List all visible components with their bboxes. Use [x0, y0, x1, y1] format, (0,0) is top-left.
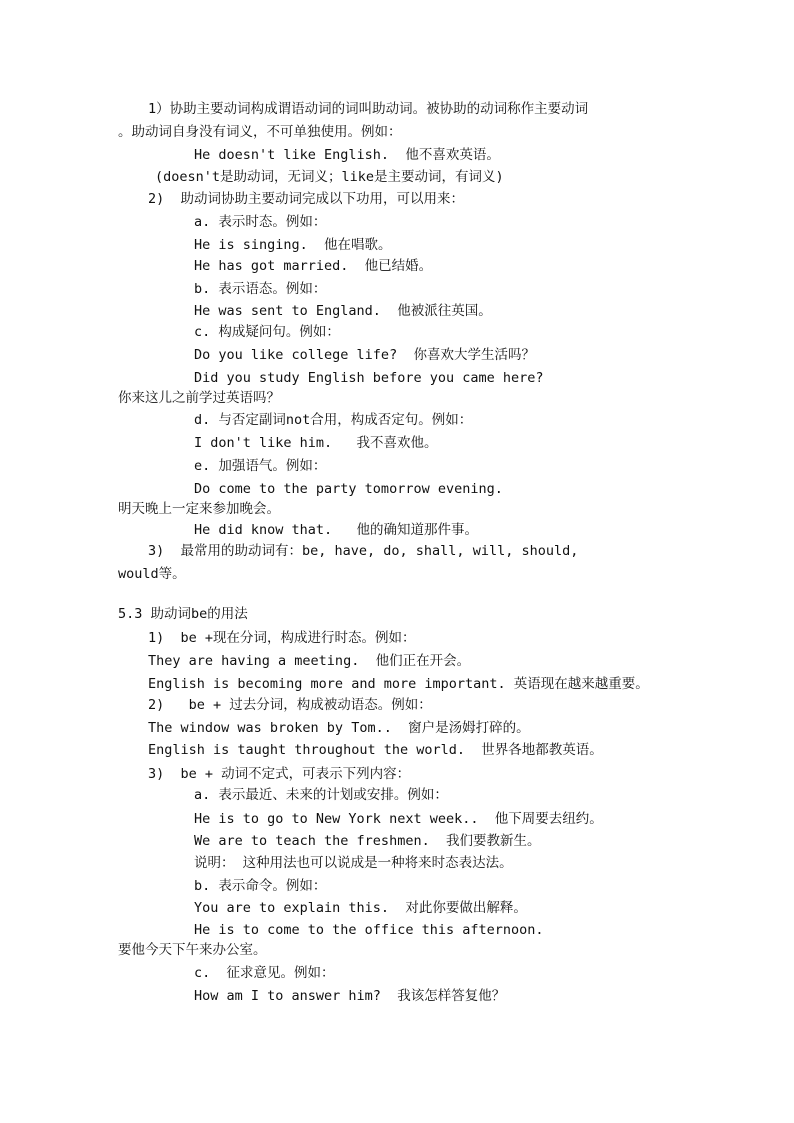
text-line: He is to go to New York next week.. 他下周要去纽约。	[194, 811, 603, 827]
text-line: b. 表示命令。例如：	[194, 878, 327, 894]
text-line: 你来这儿之前学过英语吗？	[118, 390, 280, 406]
text-line: 要他今天下午来办公室。	[118, 942, 267, 958]
text-line: a. 表示最近、未来的计划或安排。例如：	[194, 787, 448, 803]
text-line: c. 构成疑问句。例如：	[194, 324, 340, 340]
text-line: a. 表示时态。例如：	[194, 214, 327, 230]
text-line: He is to come to the office this afternoon.	[194, 922, 544, 938]
text-line: English is taught throughout the world. 世界各地都教英语。	[148, 742, 603, 758]
text-line: You are to explain this. 对此你要做出解释。	[194, 900, 527, 916]
text-line: d. 与否定副词not合用，构成否定句。例如：	[194, 412, 473, 428]
text-line: (doesn't是助动词，无词义；like是主要动词，有词义)	[155, 169, 504, 185]
text-line: e. 加强语气。例如：	[194, 458, 327, 474]
text-line: Do come to the party tomorrow evening.	[194, 481, 503, 497]
text-line: How am I to answer him? 我该怎样答复他？	[194, 988, 506, 1004]
text-line: 2) be + 过去分词，构成被动语态。例如：	[148, 697, 432, 713]
text-line: They are having a meeting. 他们正在开会。	[148, 653, 471, 669]
text-line: 说明： 这种用法也可以说成是一种将来时态表达法。	[194, 855, 513, 871]
text-line: c. 征求意见。例如：	[194, 965, 335, 981]
text-line: He is singing. 他在唱歌。	[194, 237, 392, 253]
text-line: Did you study English before you came here?	[194, 370, 544, 386]
text-line: Do you like college life? 你喜欢大学生活吗？	[194, 347, 535, 363]
text-line: He did know that. 他的确知道那件事。	[194, 522, 479, 538]
text-line: He has got married. 他已结婚。	[194, 258, 433, 274]
text-line: 明天晚上一定来参加晚会。	[118, 501, 280, 517]
section-heading: 5.3 助动词be的用法	[118, 606, 248, 622]
text-line: 3) 最常用的助动词有：be, have, do, shall, will, should,	[148, 543, 579, 559]
text-line: 3) be + 动词不定式，可表示下列内容：	[148, 766, 411, 782]
text-line: 。助动词自身没有词义，不可单独使用。例如：	[118, 124, 402, 140]
text-line: 1) be +现在分词，构成进行时态。例如：	[148, 630, 416, 646]
text-line: 2) 助动词协助主要动词完成以下功用，可以用来：	[148, 191, 465, 207]
text-line: would等。	[118, 566, 186, 582]
text-line: English is becoming more and more important. 英语现在越来越重要。	[148, 676, 649, 692]
text-line: I don't like him. 我不喜欢他。	[194, 435, 438, 451]
text-line: b. 表示语态。例如：	[194, 281, 327, 297]
text-line: The window was broken by Tom.. 窗户是汤姆打碎的。	[148, 720, 530, 736]
text-line: 1）协助主要动词构成谓语动词的词叫助动词。被协助的动词称作主要动词	[148, 101, 589, 117]
text-line: He doesn't like English. 他不喜欢英语。	[194, 147, 500, 163]
text-line: He was sent to England. 他被派往英国。	[194, 303, 492, 319]
text-line: We are to teach the freshmen. 我们要教新生。	[194, 833, 541, 849]
